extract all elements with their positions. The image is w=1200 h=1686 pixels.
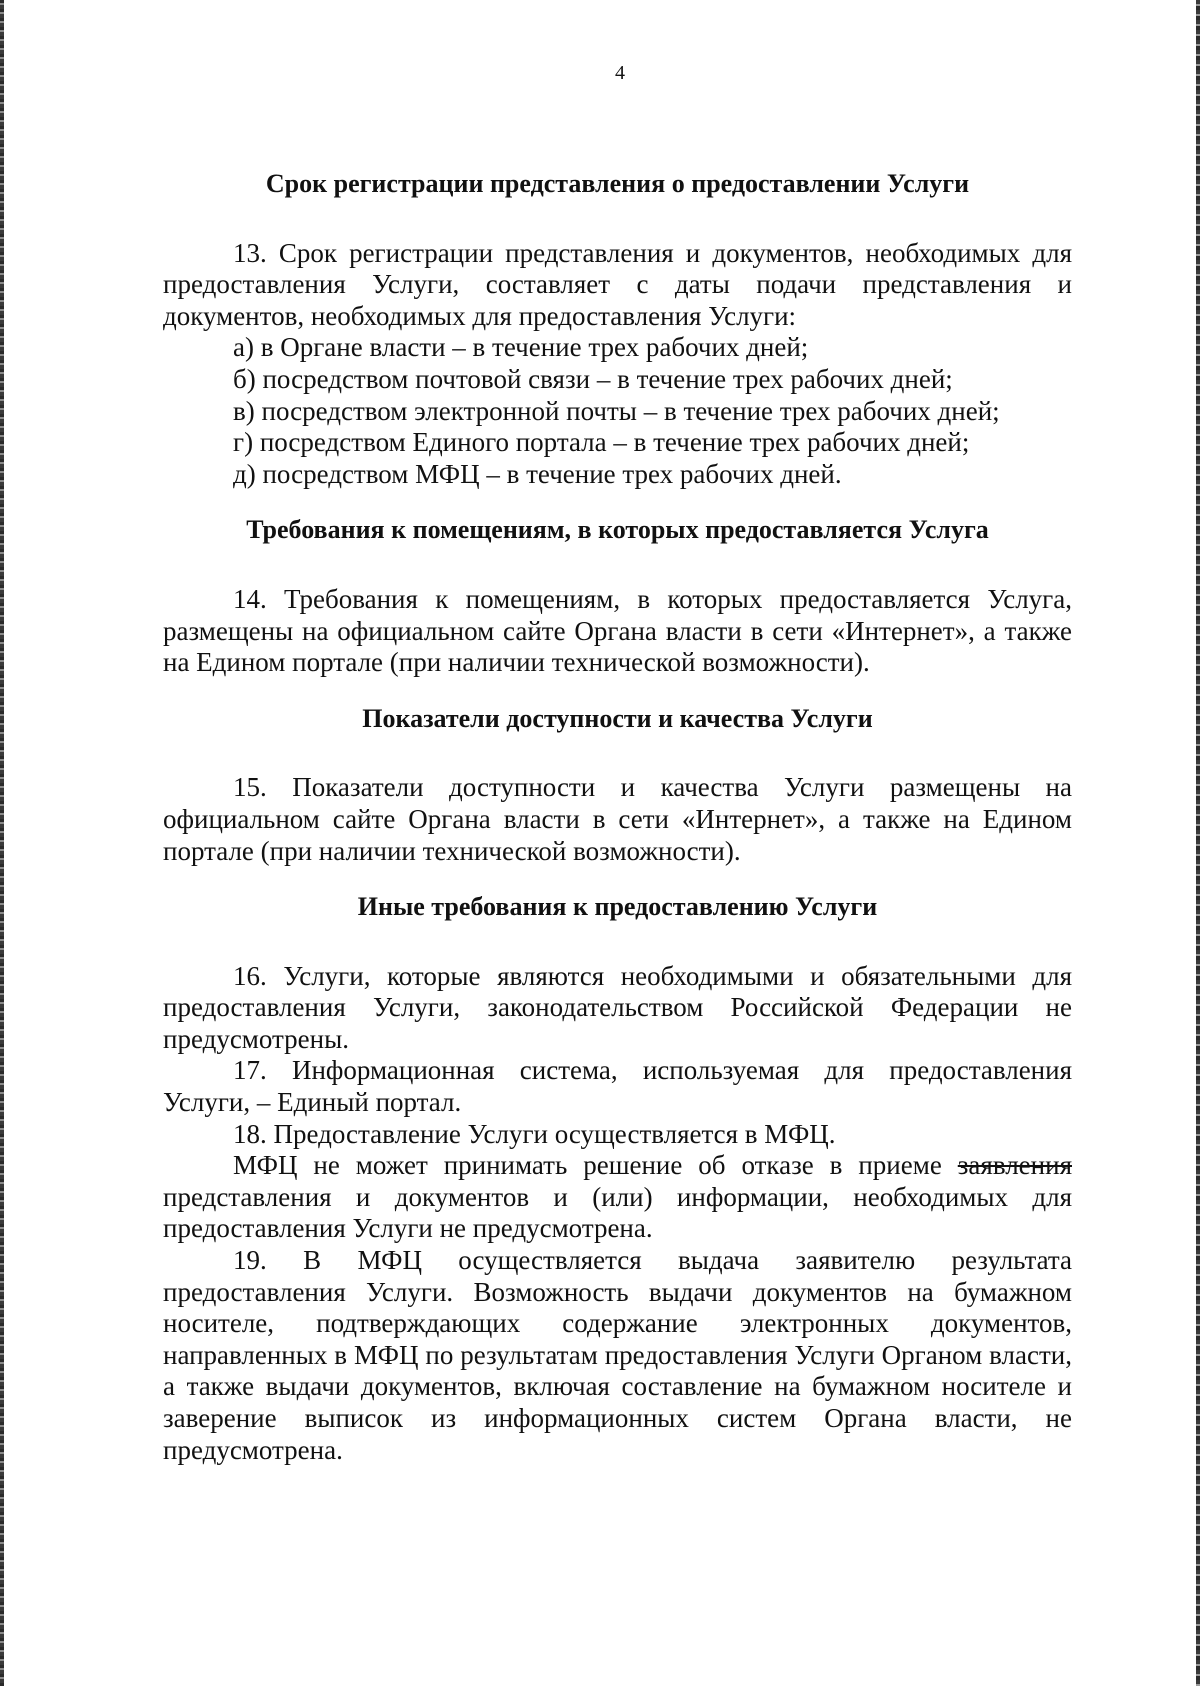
document-body	[163, 168, 1072, 1466]
list-item-v: в) посредством электронной почты – в течение трех рабочих дней;	[233, 395, 1000, 426]
list-item-a: а) в Органе власти – в течение трех рабочих дней;	[233, 332, 809, 363]
paragraph-18b-end: представления и документов и (или) информации, необходимых для предоставления Услуги не предусмотрена.	[163, 1181, 1072, 1244]
paragraph-18b-start: МФЦ не может принимать решение об отказе в приеме	[233, 1150, 958, 1181]
paragraph-15: 15. Показатели доступности и качества Услуги размещены на официальном сайте Органа власти в сети «Интернет», а также на Едином портале (при наличии технической возможности).	[163, 772, 1072, 866]
paragraph-18-continuation	[163, 1150, 1072, 1245]
section-13-heading: Срок регистрации представления о предоставлении Услуги	[265, 169, 970, 198]
paragraph-16: 16. Услуги, которые являются необходимыми и обязательными для предоставления Услуги, законодательством Российской Федерации не предусмотрены.	[163, 960, 1072, 1054]
list-item-g: г) посредством Единого портала – в течение трех рабочих дней;	[233, 427, 970, 458]
paragraph-13: 13. Срок регистрации представления и документов, необходимых для предоставления Услуги, составляет с даты подачи представления и документов, необходимых для предоставления Услуги:	[163, 237, 1072, 331]
page-number: 4	[615, 62, 625, 84]
scan-edge-left	[0, 0, 4, 1686]
struck-word: заявления	[957, 1150, 1072, 1181]
section-14-heading: Требования к помещениям, в которых предоставляется Услуга	[246, 515, 989, 545]
paragraph-17: 17. Информационная система, используемая для предоставления Услуги, – Единый портал.	[163, 1055, 1072, 1118]
paragraph-19: 19. В МФЦ осуществляется выдача заявителю результата предоставления Услуги. Возможность выдачи документов на бумажном носителе, подтверждающих содержание электронных документов, направленных в МФЦ по результатам предоставления Услуги Органом власти, а также выдачи документов, включая составление на бумажном носителе и заверение выписок из информационных систем Органа власти, не предусмотрена.	[163, 1245, 1072, 1465]
list-item-b: б) посредством почтовой связи – в течение трех рабочих дней;	[233, 363, 953, 394]
section-16-heading: Иные требования к предоставлению Услуги	[357, 892, 878, 922]
scan-edge-right	[1196, 0, 1200, 1686]
paragraph-14: 14. Требования к помещениям, в которых предоставляется Услуга, размещены на официальном сайте Органа власти в сети «Интернет», а также на Едином портале (при наличии технической возможности).	[163, 583, 1072, 678]
list-item-d: д) посредством МФЦ – в течение трех рабочих дней.	[233, 458, 842, 489]
section-15-heading: Показатели доступности и качества Услуги	[362, 703, 873, 733]
paragraph-18: 18. Предоставление Услуги осуществляется в МФЦ.	[233, 1118, 836, 1149]
